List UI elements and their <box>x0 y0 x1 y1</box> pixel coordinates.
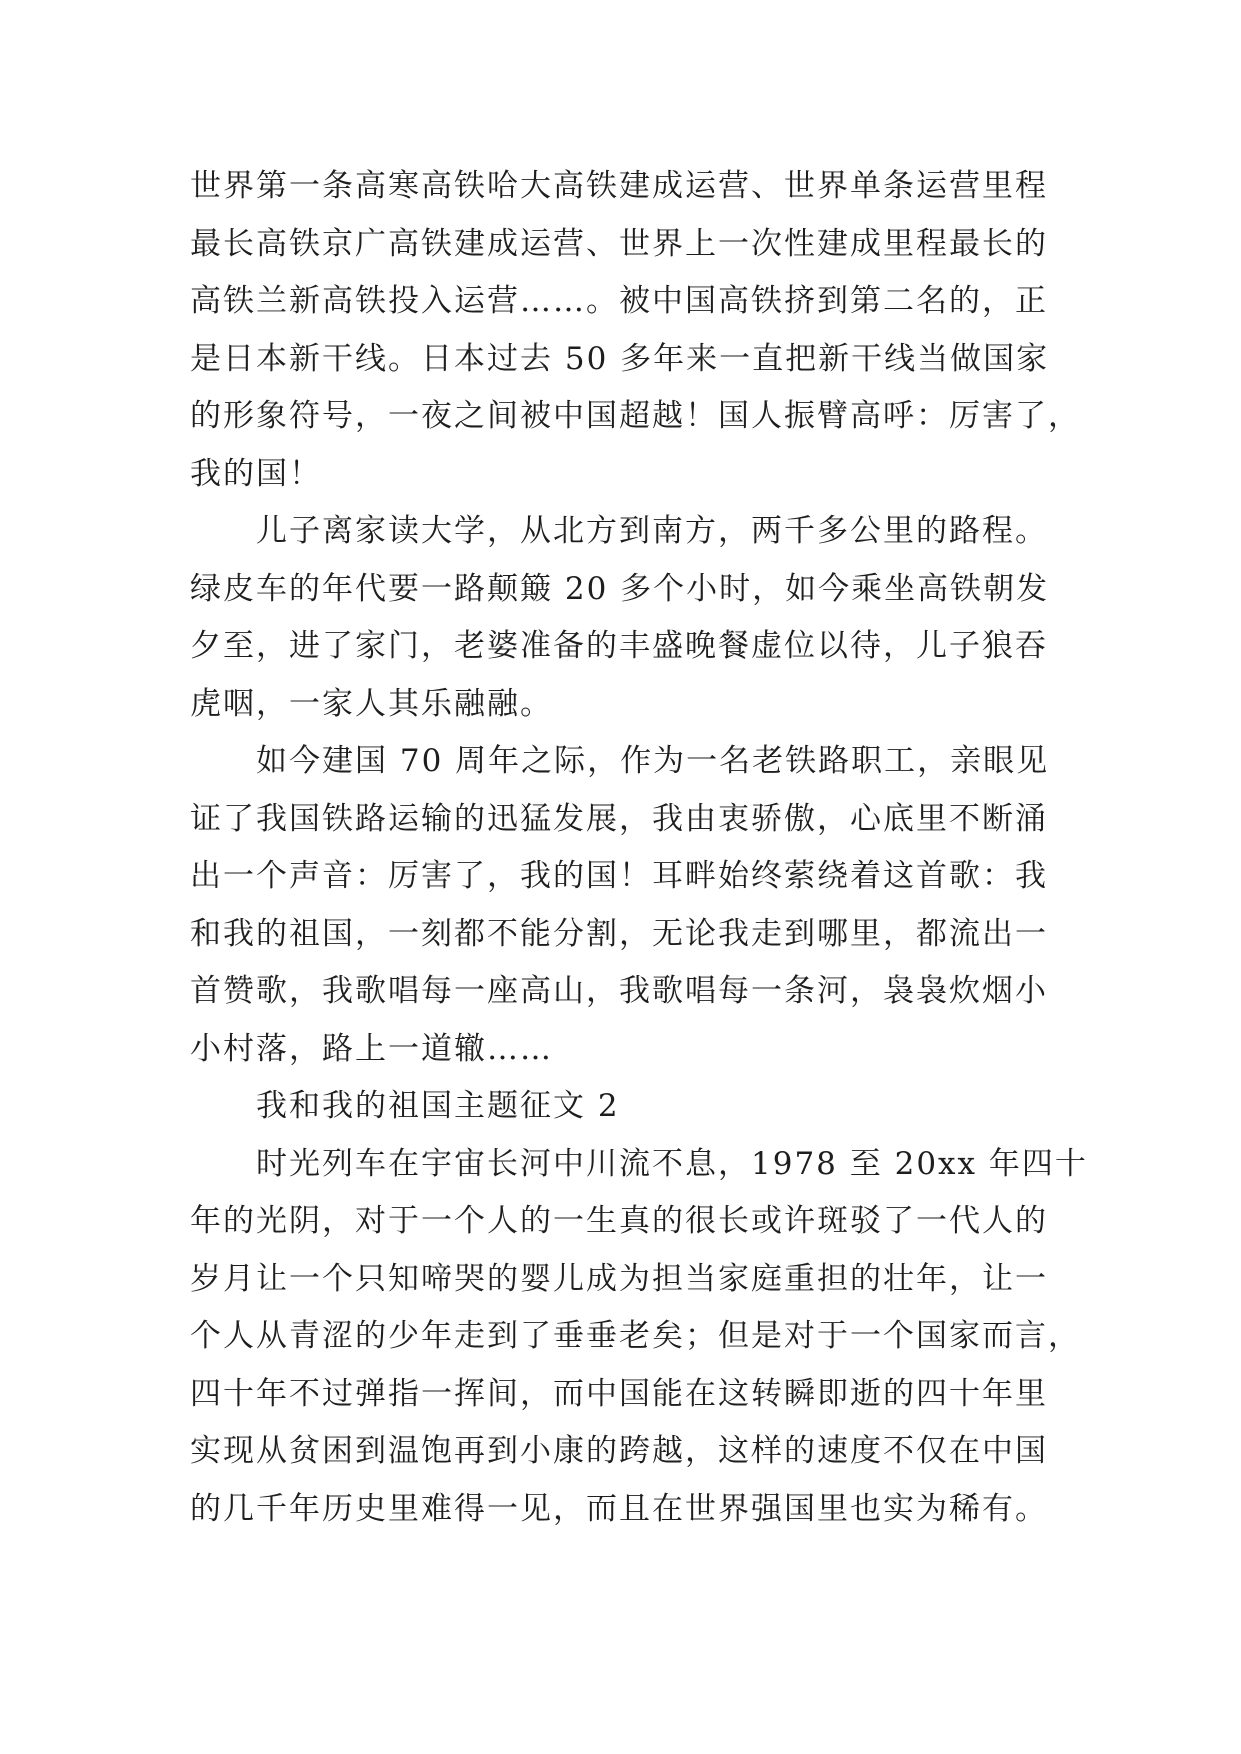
text-line: 绿皮车的年代要一路颠簸 20 多个小时，如今乘坐高铁朝发 <box>190 570 1050 607</box>
text-line: 的几千年历史里难得一见，而且在世界强国里也实为稀有。 <box>190 1490 1048 1527</box>
text-line: 世界第一条高寒高铁哈大高铁建成运营、世界单条运营里程 <box>190 168 1048 204</box>
body-text <box>190 158 1088 1538</box>
text-line: 夕至，进了家门，老婆准备的丰盛晚餐虚位以待，儿子狼吞 <box>190 628 1048 664</box>
text-line: 的形象符号，一夜之间被中国超越！国人振臂高呼：厉害了， <box>190 398 1081 434</box>
text-line: 高铁兰新高铁投入运营……。被中国高铁挤到第二名的，正 <box>190 283 1048 319</box>
text-line: 时光列车在宇宙长河中川流不息，1978 至 20xx 年四十 <box>256 1145 1088 1182</box>
text-line: 实现从贫困到温饱再到小康的跨越，这样的速度不仅在中国 <box>190 1433 1048 1469</box>
text-line: 小村落，路上一道辙…… <box>190 1030 553 1067</box>
text-line: 证了我国铁路运输的迅猛发展，我由衷骄傲，心底里不断涌 <box>190 800 1048 837</box>
text-line: 个人从青涩的少年走到了垂垂老矣；但是对于一个国家而言， <box>190 1318 1081 1354</box>
text-line: 如今建国 70 周年之际，作为一名老铁路职工，亲眼见 <box>256 743 1050 779</box>
text-line: 和我的祖国，一刻都不能分割，无论我走到哪里，都流出一 <box>190 915 1048 952</box>
text-line: 岁月让一个只知啼哭的婴儿成为担当家庭重担的壮年，让一 <box>190 1260 1048 1297</box>
text-line: 虎咽，一家人其乐融融。 <box>190 685 553 722</box>
text-line: 四十年不过弹指一挥间，而中国能在这转瞬即逝的四十年里 <box>190 1375 1048 1412</box>
text-line: 我的国！ <box>190 455 322 492</box>
text-line: 最长高铁京广高铁建成运营、世界上一次性建成里程最长的 <box>190 225 1048 262</box>
text-line: 出一个声音：厉害了，我的国！耳畔始终萦绕着这首歌：我 <box>190 858 1048 894</box>
text-line: 首赞歌，我歌唱每一座高山，我歌唱每一条河，袅袅炊烟小 <box>190 973 1048 1009</box>
text-line: 儿子离家读大学，从北方到南方，两千多公里的路程。 <box>256 513 1048 549</box>
text-line: 我和我的祖国主题征文 2 <box>256 1088 620 1124</box>
text-line: 是日本新干线。日本过去 50 多年来一直把新干线当做国家 <box>190 340 1050 377</box>
text-line: 年的光阴，对于一个人的一生真的很长或许斑驳了一代人的 <box>190 1203 1048 1239</box>
